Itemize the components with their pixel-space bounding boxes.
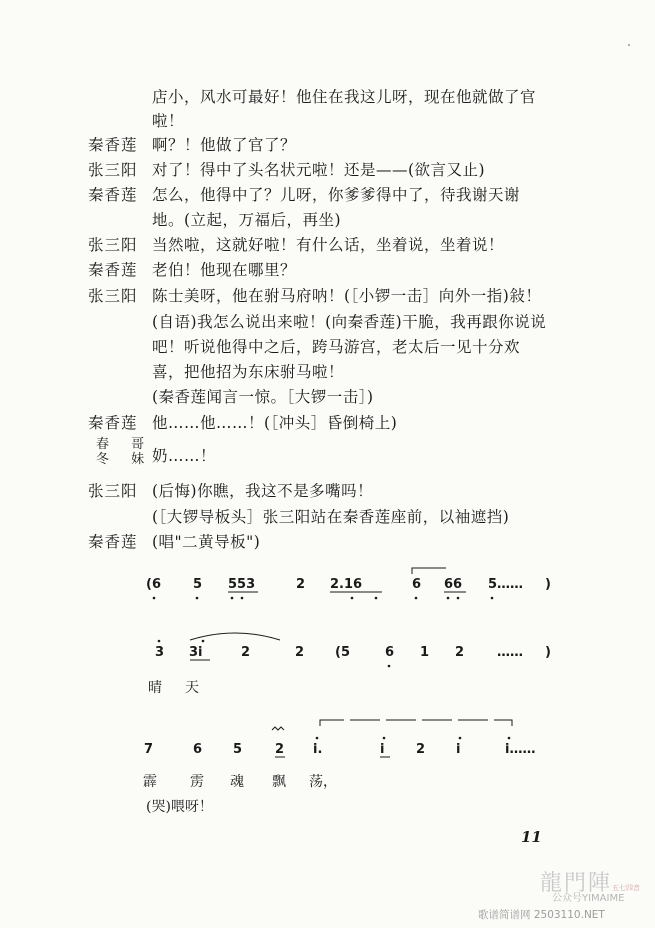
dialogue-line: 店小，风水可最好！他住在我这儿呀，现在他就做了官 — [152, 88, 537, 106]
speaker-name: 张三阳 — [88, 287, 138, 305]
score-note: 7 — [144, 742, 154, 757]
dialogue-line: 喜，把他招为东床驸马啦！ — [152, 363, 345, 381]
score-note: 5 — [233, 742, 243, 757]
dialogue-line: 怎么，他得中了？儿呀，你爹爹得中了，待我谢天谢 — [152, 186, 521, 204]
score-note: 3i — [189, 645, 203, 660]
score-note: 6 — [193, 742, 203, 757]
dialogue-line: 对了！得中了头名状元啦！还是——(欲言又止) — [152, 161, 486, 179]
score-note: …… — [497, 645, 523, 660]
speck — [628, 44, 630, 46]
speaker-name: 秦香莲 — [88, 533, 138, 551]
score-note: 553 — [228, 577, 256, 592]
lyric: 晴 — [148, 680, 162, 696]
score-note: (6 — [146, 577, 161, 592]
dialogue-line: 当然啦，这就好啦！有什么话，坐着说，坐着说！ — [152, 236, 505, 254]
score-row-1 — [146, 568, 551, 599]
speaker-name: 秦香莲 — [88, 261, 138, 279]
lyric: 魂 — [230, 774, 244, 790]
score-note: 2 — [295, 645, 305, 660]
speaker-name: 张三阳 — [88, 482, 138, 500]
dialogue-line: 陈士美呀，他在驸马府呐！(［小锣一击］向外一指)敍！ — [152, 287, 542, 305]
score-note: 1 — [420, 645, 430, 660]
score-note: 5 — [193, 577, 203, 592]
score-row-3 — [143, 720, 535, 815]
speaker-name: 张三阳 — [88, 161, 138, 179]
score-row-2 — [148, 633, 551, 696]
watermark-footer: 歌谱简谱网 2503110.NET — [478, 909, 605, 921]
dialogue-line: 他……他……！(［冲头］昏倒椅上) — [152, 414, 398, 432]
lyric: 飘 — [272, 774, 286, 790]
page-number: 11 — [521, 828, 542, 846]
lyric: 天 — [185, 680, 199, 696]
score-note: 5…… — [488, 577, 524, 592]
speaker-name: 张三阳 — [88, 236, 138, 254]
stage-direction: (［大锣导板头］张三阳站在秦香莲座前，以袖遮挡) — [152, 508, 510, 526]
watermark-site: 公众号YIMAIME — [552, 893, 625, 904]
dialogue-line: (唱"二黄导板") — [152, 533, 261, 551]
watermark-logo: 龍門陣五七四音 — [540, 871, 641, 896]
dialogue-line: (后悔)你瞧，我这不是多嘴吗！ — [152, 482, 374, 500]
dialogue-line: (自语)我怎么说出来啦！(向秦香莲)干脆，我再跟你说说 — [152, 313, 547, 331]
score-note: i. — [313, 742, 323, 757]
jianpu-score — [0, 560, 655, 820]
score-note: 2 — [275, 742, 285, 757]
score-note: (5 — [335, 645, 350, 660]
score-note: 6 — [385, 645, 395, 660]
score-note: 2 — [416, 742, 426, 757]
stage-direction: (秦香莲闻言一惊。［大锣一击］) — [152, 388, 374, 406]
speaker-name: 秦香莲 — [88, 136, 138, 154]
dialogue-line: 老伯！他现在哪里？ — [152, 261, 297, 279]
score-note: 2.16 — [330, 577, 363, 592]
score-note: i — [380, 742, 385, 757]
dialogue-line: 啊？！他做了官了？ — [152, 136, 297, 154]
score-note: ) — [545, 577, 551, 592]
score-note: i — [456, 742, 461, 757]
speaker-name-stacked: 冬 妹 — [96, 452, 154, 467]
lyric: 雳 — [190, 774, 204, 790]
score-note: i…… — [505, 742, 536, 757]
speaker-name-stacked: 春 哥 — [96, 437, 154, 452]
dialogue-line: 奶……！ — [152, 447, 217, 465]
speaker-name: 秦香莲 — [88, 414, 138, 432]
speaker-name: 秦香莲 — [88, 186, 138, 204]
score-note: 66 — [444, 577, 463, 592]
score-note: 3 — [155, 645, 165, 660]
lyric: 霹 — [143, 774, 157, 790]
score-note: 2 — [455, 645, 465, 660]
dialogue-line: 吧！听说他得中之后，跨马游宫，老太后一见十分欢 — [152, 338, 521, 356]
dialogue-line: 啦！ — [152, 112, 185, 130]
score-note: 2 — [296, 577, 306, 592]
score-note: ) — [545, 645, 551, 660]
dialogue-line: 地。(立起，万福后，再坐) — [152, 211, 342, 229]
lyric: 荡， — [309, 774, 337, 790]
score-note: 6 — [412, 577, 422, 592]
lyric: (哭)喂呀！ — [146, 799, 213, 815]
score-note: 2 — [241, 645, 251, 660]
